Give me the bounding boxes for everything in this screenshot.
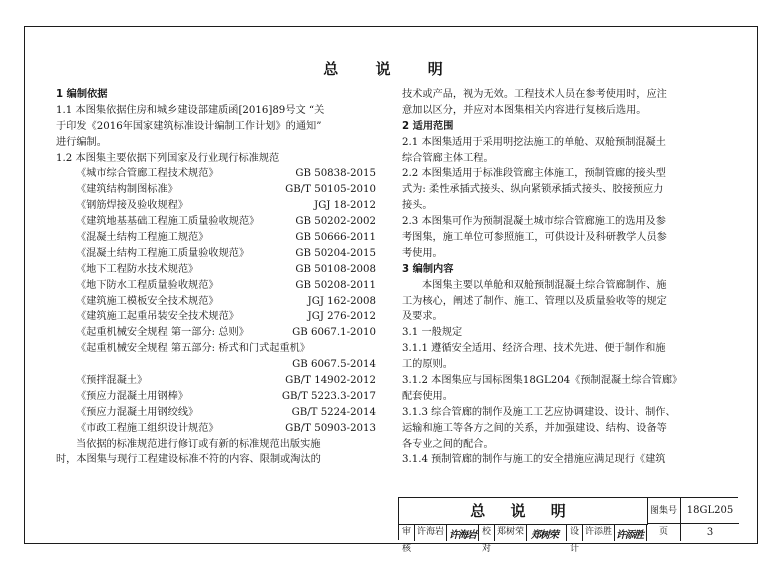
standard-name: 《预应力混凝土用钢棒》 (76, 390, 189, 402)
text-line: 配套使用。 (402, 390, 453, 402)
review-name: 许海岩 (415, 524, 447, 541)
standard-reference (56, 325, 376, 341)
text-line: 考使用。 (402, 247, 443, 259)
standard-name: 《起重机械安全规程 第一部分: 总则》 (76, 327, 249, 339)
standard-reference (56, 294, 376, 310)
section-heading: 1 编制依据 (56, 89, 108, 100)
page-title: 总 说 明 (323, 60, 459, 78)
standard-name: 《建筑结构制图标准》 (76, 184, 178, 196)
standard-code: GB/T 5223.3-2017 (281, 390, 376, 402)
text-line: 考图集，施工单位可参照施工，可供设计及科研教学人员参 (402, 232, 667, 244)
text-line: 3.1.3 综合管廊的制作及施工工艺应协调建设、设计、制作、 (402, 406, 676, 418)
text-line: GB 6067.5-2014 (292, 359, 376, 371)
standard-name: 《建筑地基基础工程施工质量验收规范》 (76, 216, 260, 228)
text-line: 运输和施工等各方之间的关系，并加强建设、结构、设备等 (402, 422, 667, 434)
check-signature-mark: 郑树荣 (531, 530, 558, 541)
standard-reference (56, 405, 376, 421)
standard-code: GB 50108-2008 (295, 263, 376, 275)
standard-name: 《建筑施工模板安全技术规范》 (76, 295, 219, 307)
page-label: 页 (647, 524, 681, 541)
standard-code: GB 50204-2015 (295, 247, 376, 259)
standard-name: 《建筑施工起重吊装安全技术规范》 (76, 311, 239, 323)
text-line: 各专业之间的配合。 (402, 438, 494, 450)
standard-reference (56, 262, 376, 278)
standard-reference (56, 309, 376, 325)
text-line: 技术或产品，视为无效。工程技术人员在参考使用时，应注 (402, 89, 667, 100)
standard-code: GB 50208-2011 (295, 279, 376, 291)
text-line: 综合管廊主体工程。 (402, 152, 494, 164)
standard-code: GB/T 50903-2013 (285, 422, 376, 434)
standard-code: GB 6067.1-2010 (292, 327, 376, 339)
standard-name: 《预拌混凝土》 (76, 375, 148, 387)
right-column (402, 87, 728, 468)
standard-name: 《混凝土结构工程施工质量验收规范》 (76, 247, 250, 259)
standard-reference (56, 278, 376, 294)
text-line: 接头。 (402, 200, 433, 212)
standard-code: GB/T 14902-2012 (285, 375, 376, 387)
standard-reference (56, 198, 376, 214)
standard-name: 《起重机械安全规程 第五部分: 桥式和门式起重机》 (76, 343, 311, 355)
review-signature (447, 524, 479, 541)
title-block-title: 总 说 明 (399, 498, 648, 525)
standard-reference (56, 373, 376, 389)
check-signature (527, 524, 567, 541)
standard-code: JGJ 18-2012 (314, 200, 376, 212)
standard-code: GB/T 50105-2010 (285, 184, 376, 196)
design-signature-mark: 许添胜 (616, 530, 643, 541)
standard-code: GB/T 5224-2014 (291, 406, 376, 418)
title-block (398, 497, 738, 554)
standard-reference (56, 246, 376, 262)
standard-reference (56, 341, 376, 357)
text-line: 式为: 柔性承插式接头、纵向紧锁承插式接头、胶接预应力 (402, 184, 664, 196)
standard-name: 《城市综合管廊工程技术规范》 (76, 168, 219, 180)
standard-reference (56, 182, 376, 198)
standard-name: 《混凝土结构工程施工规范》 (76, 232, 209, 244)
check-label: 校对 (479, 524, 495, 541)
text-line: 意加以区分，并应对本图集相关内容进行复核后选用。 (402, 104, 647, 116)
text-line: 工为核心，阐述了制作、施工、管理以及质量验收等的规定 (402, 295, 667, 307)
text-line: 1.1 本图集依据住房和城乡建设部建质函[2016]89号文 “关 (56, 104, 325, 116)
standard-code: GB 50202-2002 (295, 216, 376, 228)
section-heading: 3 编制内容 (402, 263, 454, 275)
standard-code: JGJ 162-2008 (307, 295, 376, 307)
standard-name: 《预应力混凝土用钢绞线》 (76, 406, 199, 418)
standard-reference (56, 214, 376, 230)
review-signature-mark: 许海岩 (449, 530, 476, 541)
text-line: 3.1 一般规定 (402, 327, 463, 339)
text-line: 进行编制。 (56, 136, 107, 148)
text-line: 2.2 本图集适用于标准段管廊主体施工，预制管廊的接头型 (402, 168, 666, 180)
standard-reference (56, 230, 376, 246)
text-line: 时，本图集与现行工程建设标准不符的内容、限制或淘汰的 (56, 454, 321, 466)
text-line: 1.2 本图集主要依据下列国家及行业现行标准规范 (56, 152, 280, 164)
text-line: 当依据的标准规范进行修订或有新的标准规范出版实施 (76, 438, 321, 450)
text-line: 3.1.4 预制管廊的制作与施工的安全措施应满足现行《建筑 (402, 454, 666, 466)
text-line: 3.1.1 遵循安全适用、经济合理、技术先进、便于制作和施 (402, 343, 666, 355)
check-name: 郑树荣 (495, 524, 527, 541)
design-label: 设计 (567, 524, 583, 541)
text-line: 本图集主要以单舱和双舱预制混凝土综合管廊制作、施 (422, 279, 667, 291)
signature-row (399, 524, 739, 554)
design-signature (615, 524, 647, 541)
standard-code: GB 50666-2011 (295, 232, 376, 244)
standard-code: JGJ 276-2012 (307, 311, 376, 323)
standard-reference (56, 166, 376, 182)
text-line: 及要求。 (402, 311, 443, 323)
atlas-number: 18GL205 (681, 498, 739, 524)
text-line: 工的原则。 (402, 359, 453, 371)
atlas-number-label: 图集号 (647, 498, 681, 524)
page-number: 3 (706, 527, 714, 538)
standard-reference (56, 389, 376, 405)
standard-name: 《地下工程防水技术规范》 (76, 263, 199, 275)
standard-name: 《地下防水工程质量验收规范》 (76, 279, 219, 291)
standard-name: 《市政工程施工组织设计规范》 (76, 422, 219, 434)
review-label: 审核 (399, 524, 415, 541)
text-line: 2.1 本图集适用于采用明挖法施工的单舱、双舱预制混凝土 (402, 136, 666, 148)
section-heading: 2 适用范围 (402, 120, 454, 132)
text-line: 2.3 本图集可作为预制混凝土城市综合管廊施工的选用及参 (402, 216, 666, 228)
text-line: 于印发《2016年国家建筑标准设计编制工作计划》的通知” (56, 120, 322, 132)
left-column (56, 87, 376, 468)
standard-reference (56, 421, 376, 437)
standard-code: GB 50838-2015 (295, 168, 376, 180)
standard-name: 《钢筋焊接及验收规程》 (76, 200, 189, 212)
design-name: 许添胜 (583, 524, 615, 541)
text-line: 3.1.2 本图集应与国标图集18GL204《预制混凝土综合管廊》 (402, 375, 683, 387)
